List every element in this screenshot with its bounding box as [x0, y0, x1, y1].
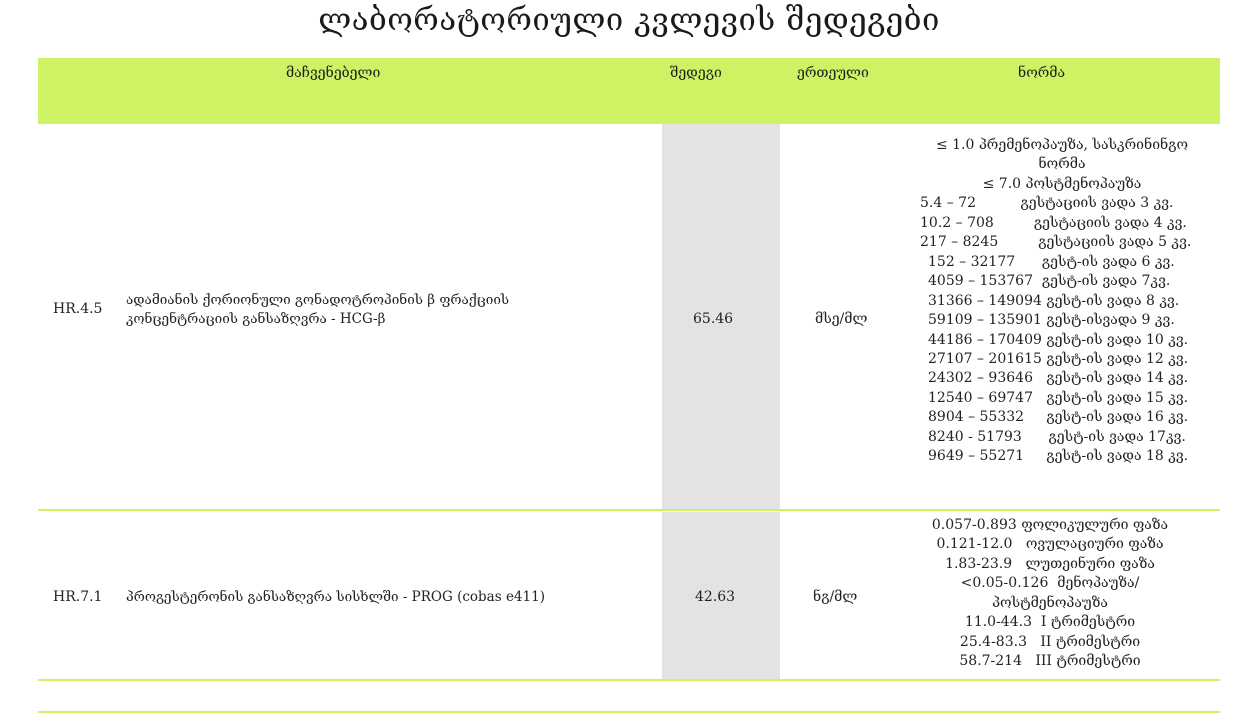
test-name: ადამიანის ქორიონული გონადოტროპინის β ფრაქციის — [126, 292, 510, 308]
reference-range-line: 10.2 – 708 გესტაციის ვადა 4 კვ. — [920, 214, 1187, 231]
reference-range-line: ≤ 1.0 პრემენოპაუზა, სასკრინინგო — [935, 137, 1189, 153]
reference-range-line: 9649 – 55271 გესტ-ის ვადა 18 კვ. — [928, 448, 1189, 465]
column-divider — [116, 122, 117, 710]
reference-range-line: 4059 – 153767 გესტ-ის ვადა 7კვ. — [928, 273, 1171, 290]
reference-range-line: პოსტმენოპაუზა — [992, 594, 1108, 611]
reference-range-line: 44186 – 170409 გესტ-ის ვადა 10 კვ. — [928, 331, 1189, 348]
reference-range — [900, 516, 1200, 672]
test-unit: მსე/მლ — [815, 311, 868, 327]
reference-range-line: 8240 - 51793 გესტ-ის ვადა 17კვ. — [928, 428, 1186, 445]
reference-range-line: 217 – 8245 გესტაციის ვადა 5 კვ. — [920, 234, 1192, 251]
test-unit: ნგ/მლ — [813, 589, 858, 605]
reference-range-line: 24302 – 93646 გესტ-ის ვადა 14 კვ. — [928, 370, 1189, 387]
reference-range-line: 58.7-214 III ტრიმესტრი — [959, 653, 1141, 670]
header-unit: ერთეული — [797, 65, 869, 81]
test-name: კონცენტრაციის განსაზღვრა - HCG-β — [126, 311, 386, 327]
reference-range-line: ნორმა — [1038, 156, 1086, 173]
test-code: HR.7.1 — [53, 589, 103, 605]
reference-range-line: 59109 – 135901 გესტ-ისვადა 9 კვ. — [928, 312, 1175, 329]
reference-range-line: 25.4-83.3 II ტრიმესტრი — [959, 633, 1141, 650]
reference-range-line: <0.05-0.126 მენოპაუზა/ — [960, 575, 1140, 592]
reference-range-line: 11.0-44.3 I ტრიმესტრი — [964, 614, 1136, 631]
reference-range-line: 0.057-0.893 ფოლიკულური ფაზა — [931, 517, 1169, 533]
reference-range-line: 152 – 32177 გესტ-ის ვადა 6 კვ. — [928, 253, 1175, 270]
header-result: შედეგი — [670, 65, 722, 81]
reference-range-line: 27107 – 201615 გესტ-ის ვადა 12 კვ. — [928, 350, 1189, 367]
table-bottom-line — [38, 711, 1220, 713]
test-result: 65.46 — [693, 311, 734, 327]
reference-range-line: 0.121-12.0 ოვულაციური ფაზა — [936, 536, 1164, 553]
row-divider — [38, 122, 1220, 124]
header-indicator: მაჩვენებელი — [286, 65, 381, 81]
reference-range-line: ≤ 7.0 პოსტმენოპაუზა — [982, 175, 1142, 192]
reference-range-line: 5.4 – 72 გესტაციის ვადა 3 კვ. — [920, 195, 1174, 212]
row-divider — [38, 679, 1220, 681]
test-code: HR.4.5 — [53, 301, 103, 317]
reference-range-line: 31366 – 149094 გესტ-ის ვადა 8 კვ. — [928, 292, 1180, 309]
test-result: 42.63 — [695, 589, 736, 605]
reference-range-line: 1.83-23.9 ლუთეინური ფაზა — [945, 555, 1155, 572]
reference-range-line: 8904 – 55332 გესტ-ის ვადა 16 კვ. — [928, 409, 1189, 426]
row-divider — [38, 509, 1220, 511]
test-name: პროგესტერონის განსაზღვრა სისხლში - PROG (cobas e411) — [126, 589, 545, 605]
reference-range-line: 12540 – 69747 გესტ-ის ვადა 15 კვ. — [928, 389, 1189, 406]
reference-range — [912, 136, 1212, 467]
header-norm: ნორმა — [1018, 65, 1066, 81]
table-header — [38, 58, 1220, 122]
page-title: ლაბორატორიული კვლევის შედეგები — [318, 2, 940, 38]
